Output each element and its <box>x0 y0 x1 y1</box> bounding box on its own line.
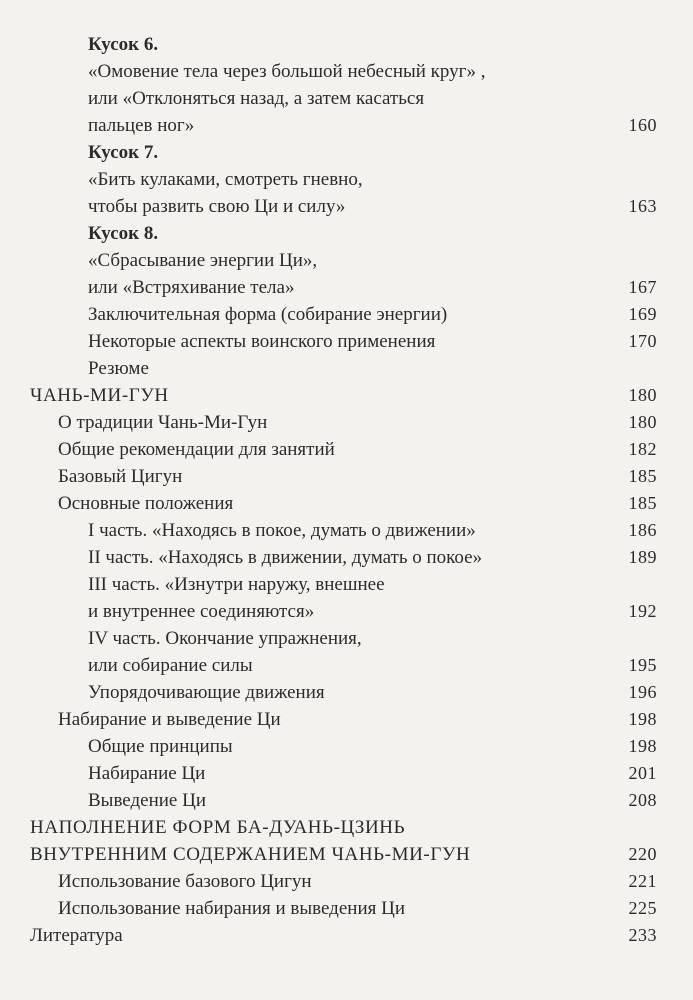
toc-entry-title: или «Встряхивание тела» <box>88 277 295 298</box>
toc-entry-title: Кусок 8. <box>88 223 159 244</box>
toc-entry <box>0 247 693 274</box>
toc-entry <box>0 58 693 85</box>
toc-entry <box>0 301 693 328</box>
toc-entry <box>0 544 693 571</box>
toc-entry-page: 185 <box>628 466 657 486</box>
toc-entry-page: 196 <box>628 682 657 702</box>
toc-entry-title: или «Отклоняться назад, а затем касаться <box>88 88 425 109</box>
toc-entry-page: 220 <box>628 844 657 864</box>
toc-entry-page: 192 <box>628 601 657 621</box>
toc-entry-page: 180 <box>628 412 657 432</box>
toc-entry <box>0 31 693 58</box>
toc-entry-page: 189 <box>628 547 657 567</box>
toc-entry-title: Некоторые аспекты воинского применения <box>88 331 436 352</box>
toc-entry-title: О традиции Чань-Ми-Гун <box>58 412 268 433</box>
toc-entry-title: IV часть. Окончание упражнения, <box>88 628 362 649</box>
toc-entry-page: 185 <box>628 493 657 513</box>
toc-entry-title: Общие рекомендации для занятий <box>58 439 335 460</box>
toc-entry-page: 163 <box>628 196 657 216</box>
toc-entry-title: пальцев ног» <box>88 115 195 136</box>
toc-entry-title: чтобы развить свою Ци и силу» <box>88 196 346 217</box>
toc-entry-page: 208 <box>628 790 657 810</box>
toc-entry-title: Упорядочивающие движения <box>88 682 325 703</box>
toc-entry <box>0 652 693 679</box>
toc-entry-page: 201 <box>628 763 657 783</box>
toc-entry <box>0 166 693 193</box>
toc-entry <box>0 922 693 949</box>
toc-entry <box>0 517 693 544</box>
toc-entry <box>0 895 693 922</box>
toc-entry <box>0 112 693 139</box>
toc-entry <box>0 625 693 652</box>
toc-entry-title: Общие принципы <box>88 736 233 757</box>
toc-entry <box>0 193 693 220</box>
toc-entry-page: 170 <box>628 331 657 351</box>
toc-entry-page: 167 <box>628 277 657 297</box>
toc-entry <box>0 679 693 706</box>
toc-entry <box>0 382 693 409</box>
toc-entry <box>0 436 693 463</box>
toc-entry-title: II часть. «Находясь в движении, думать о покое» <box>88 547 483 568</box>
toc-entry-title: «Омовение тела через большой небесный круг» , <box>88 61 486 82</box>
toc-entry <box>0 598 693 625</box>
toc-entry-page: 186 <box>628 520 657 540</box>
toc-entry-title: Использование набирания и выведения Ци <box>58 898 405 919</box>
toc-entry-title: «Бить кулаками, смотреть гневно, <box>88 169 363 190</box>
toc-entry-title: I часть. «Находясь в покое, думать о движении» <box>88 520 476 541</box>
toc-entry <box>0 814 693 841</box>
toc-entry-title: НАПОЛНЕНИЕ ФОРМ БА-ДУАНЬ-ЦЗИНЬ <box>30 817 406 838</box>
toc-entry-title: «Сбрасывание энергии Ци», <box>88 250 318 271</box>
toc-entry-page: 180 <box>628 385 657 405</box>
toc-entry-title: Кусок 6. <box>88 34 159 55</box>
toc-entry <box>0 760 693 787</box>
toc-entry <box>0 706 693 733</box>
toc-entry-title: и внутреннее соединяются» <box>88 601 315 622</box>
toc-entry-title: Резюме <box>88 358 149 379</box>
toc-entry <box>0 787 693 814</box>
toc-entry-title: Кусок 7. <box>88 142 159 163</box>
toc-entry-title: Выведение Ци <box>88 790 206 811</box>
toc-entry-title: ВНУТРЕННИМ СОДЕРЖАНИЕМ ЧАНЬ-МИ-ГУН <box>30 844 471 865</box>
toc-entry-page: 160 <box>628 115 657 135</box>
toc-entry-title: или собирание силы <box>88 655 253 676</box>
toc-entry-title: Заключительная форма (собирание энергии) <box>88 304 448 325</box>
toc-entry-page: 225 <box>628 898 657 918</box>
toc-entry <box>0 490 693 517</box>
toc-entry <box>0 328 693 355</box>
toc-entry-page: 221 <box>628 871 657 891</box>
toc-entry-title: ЧАНЬ-МИ-ГУН <box>30 385 169 406</box>
toc-entry-page: 198 <box>628 736 657 756</box>
toc-entry <box>0 463 693 490</box>
toc-entry <box>0 841 693 868</box>
toc-entry-title: Набирание Ци <box>88 763 206 784</box>
toc-entry-page: 198 <box>628 709 657 729</box>
toc-entry-page: 195 <box>628 655 657 675</box>
toc-entry <box>0 868 693 895</box>
toc-entry-title: III часть. «Изнутри наружу, внешнее <box>88 574 385 595</box>
toc-entry <box>0 733 693 760</box>
toc-entry <box>0 139 693 166</box>
toc-entry <box>0 571 693 598</box>
toc-entry-page: 169 <box>628 304 657 324</box>
toc-entry <box>0 409 693 436</box>
toc-entry-title: Литература <box>30 925 123 946</box>
toc-entry <box>0 220 693 247</box>
toc-entry-title: Основные положения <box>58 493 234 514</box>
toc-entry-page: 182 <box>628 439 657 459</box>
toc-entry <box>0 274 693 301</box>
toc-entry-title: Набирание и выведение Ци <box>58 709 281 730</box>
toc-entry-title: Базовый Цигун <box>58 466 183 487</box>
toc-entry-page: 233 <box>628 925 657 945</box>
toc-entry-title: Использование базового Цигун <box>58 871 312 892</box>
toc-entry <box>0 85 693 112</box>
toc-entry <box>0 355 693 382</box>
